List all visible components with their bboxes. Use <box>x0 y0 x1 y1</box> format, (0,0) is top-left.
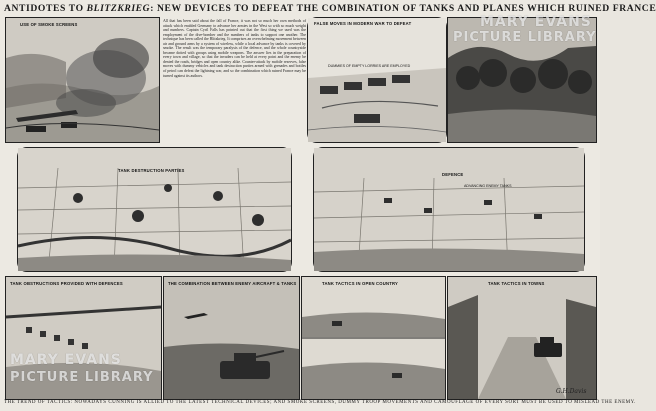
advancing-tanks-caption: ADVANCING ENEMY TANKS <box>464 184 512 188</box>
smoke-screen-label: USE OF SMOKE SCREENS <box>20 22 78 27</box>
artist-signature: G.H.Davis <box>556 388 587 395</box>
false-moves-label: FALSE MOVES IN MODERN WAR TO DEFEAT <box>314 21 412 26</box>
headline-rest: : NEW DEVICES TO DEFEAT THE COMBINATION OF TANKS AND PLANES WHICH RUINED FRANCE <box>150 3 656 14</box>
smoke-screen-panel <box>5 17 160 143</box>
dummy-lorries-caption: DUMMIES OF EMPTY LORRIES ARE EMPLOYED <box>328 64 411 68</box>
combination-panel <box>163 276 300 400</box>
towns-illustration <box>448 277 596 399</box>
headline-emphasis: BLITZKRIEG <box>86 3 151 14</box>
towns-label: TANK TACTICS IN TOWNS <box>488 281 545 286</box>
page-footer: THE TREND OF TACTICS: NOWADAYS CUNNING IS ALLIED TO THE LATEST TECHNICAL DEVICES; AND SMOKE SCREENS, DUMMY TROOP MOVEMENTS AND CAMOUFLAGE OF EVERY SORT MUST BE USED TO MISLEAD THE ENEMY. <box>4 400 636 405</box>
combination-illustration <box>164 277 299 399</box>
headline-prefix: ANTIDOTES TO <box>4 3 84 14</box>
article-body-text: All that has been said about the fall of France, it was not so much her own methods of attack which enabled Germany to advance her armies in the West so with so much weight and numbers. Captain Cyril Falls has pointed out that the first thing we used was the employment of the dive-bomber and the numbers of tanks to support one another. The technique has been called the Blitzkrieg. It comprises an overwhelming movement between air and ground arms by a system of wireless, while a local advance by tanks is covered by smoke. The result was the temporary paralysis of the defence, and the whole countryside became dotted with groups using mobile weapons. The answer lies in the preparation of every town and village, so that the invaders can be held at every point and the enemy be denied the roads, bridges and open country alike. Counter-attack by mobile reserves, false moves with dummy vehicles and tank destruction parties armed with grenades and bottles of petrol can defeat the lightning war, and so the combination which ruined France may be turned against its authors. <box>163 19 306 78</box>
defence-panel <box>313 147 585 272</box>
tank-destruction-panel <box>17 147 292 272</box>
watermark-top-line2: PICTURE LIBRARY <box>453 30 597 45</box>
tank-obstructions-label: TANK OBSTRUCTIONS PROVIDED WITH DEFENCES <box>10 281 123 286</box>
open-country-label: TANK TACTICS IN OPEN COUNTRY <box>322 281 399 286</box>
open-country-panel <box>301 276 446 400</box>
towns-panel <box>447 276 597 400</box>
defence-illustration <box>314 148 584 271</box>
watermark-bottom-line1: MARY EVANS <box>10 352 122 368</box>
combination-label: THE COMBINATION BETWEEN ENEMY AIRCRAFT & TANKS <box>168 281 297 286</box>
watermark-bottom-line2: PICTURE LIBRARY <box>10 370 154 385</box>
smoke-screen-illustration <box>6 18 159 142</box>
open-country-illustration <box>302 277 445 399</box>
watermark-top-line1: MARY EVANS <box>480 14 592 30</box>
false-moves-panel <box>307 17 447 143</box>
dummy-lorries-illustration <box>308 18 446 142</box>
defence-label: DEFENCE <box>442 172 464 177</box>
tank-destruction-label: TANK DESTRUCTION PARTIES <box>118 168 185 173</box>
tank-destruction-illustration <box>18 148 291 271</box>
